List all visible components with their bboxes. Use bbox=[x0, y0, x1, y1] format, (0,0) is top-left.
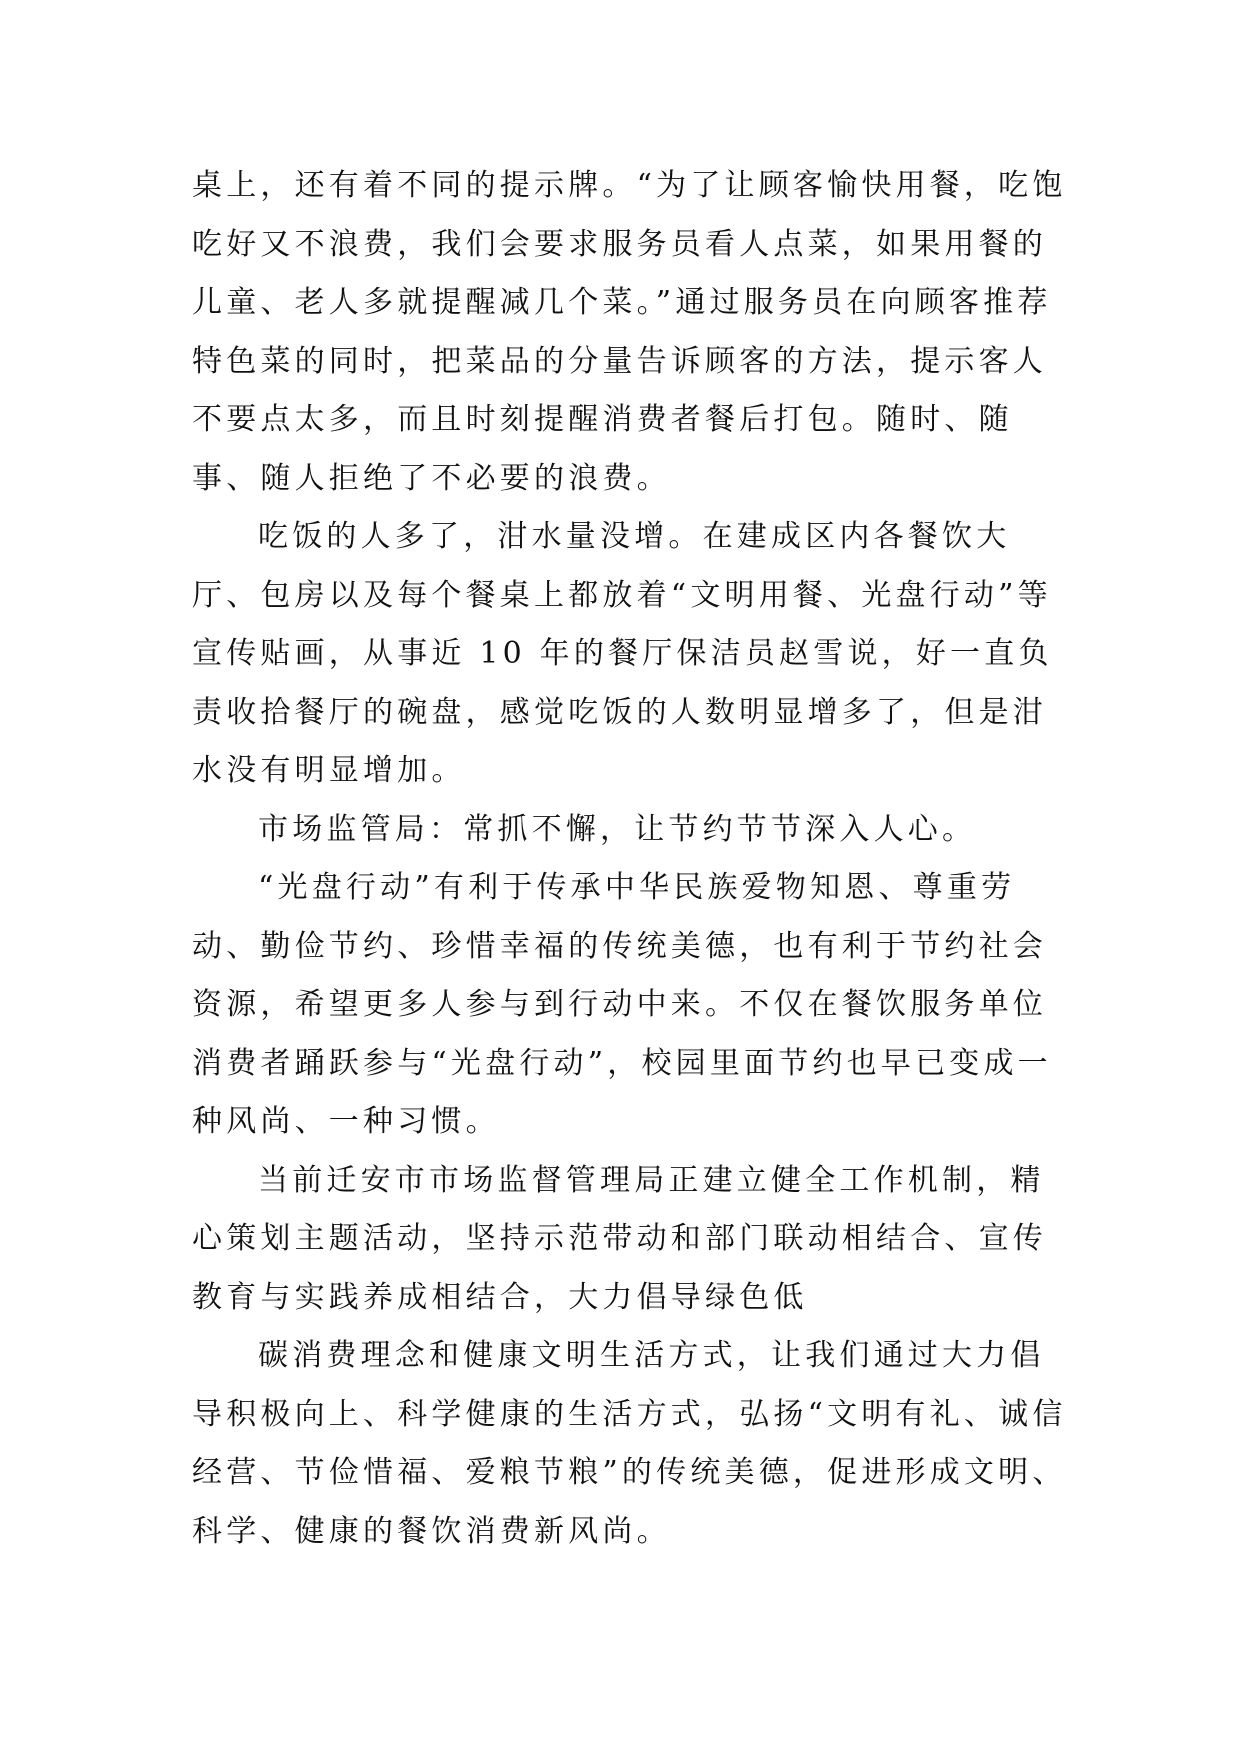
paragraph-6: 碳消费理念和健康文明生活方式，让我们通过大力倡导积极向上、科学健康的生活方式，弘扬“文明有礼、诚信经营、节俭惜福、爱粮节粮”的传统美德，促进形成文明、科学、健康的餐饮消费新风尚。 bbox=[192, 1338, 1067, 1549]
document-body bbox=[192, 157, 1072, 1561]
paragraph-3: 市场监管局：常抓不懈，让节约节节深入人心。 bbox=[258, 811, 977, 847]
paragraph-1: 桌上，还有着不同的提示牌。“为了让顾客愉快用餐，吃饱吃好又不浪费，我们会要求服务员看人点菜，如果用餐的儿童、老人多就提醒减几个菜。”通过服务员在向顾客推荐特色菜的同时，把菜品的分量告诉顾客的方法，提示客人不要点太多，而且时刻提醒消费者餐后打包。随时、随事、随人拒绝了不必要的浪费。 bbox=[192, 168, 1067, 496]
paragraph-4: “光盘行动”有利于传承中华民族爱物知恩、尊重劳动、勤俭节约、珍惜幸福的传统美德，也有利于节约社会资源，希望更多人参与到行动中来。不仅在餐饮服务单位消费者踊跃参与“光盘行动”，校园里面节约也早已变成一种风尚、一种习惯。 bbox=[192, 870, 1052, 1139]
paragraph-5: 当前迁安市市场监督管理局正建立健全工作机制，精心策划主题活动，坚持示范带动和部门联动相结合、宣传教育与实践养成相结合，大力倡导绿色低 bbox=[192, 1162, 1047, 1315]
paragraph-2: 吃饭的人多了，泔水量没增。在建成区内各餐饮大厅、包房以及每个餐桌上都放着“文明用餐、光盘行动”等宣传贴画，从事近 10 年的餐厅保洁员赵雪说，好一直负责收拾餐厅的碗盘，感觉吃饭的人数明显增多了，但是泔水没有明显增加。 bbox=[192, 519, 1053, 788]
